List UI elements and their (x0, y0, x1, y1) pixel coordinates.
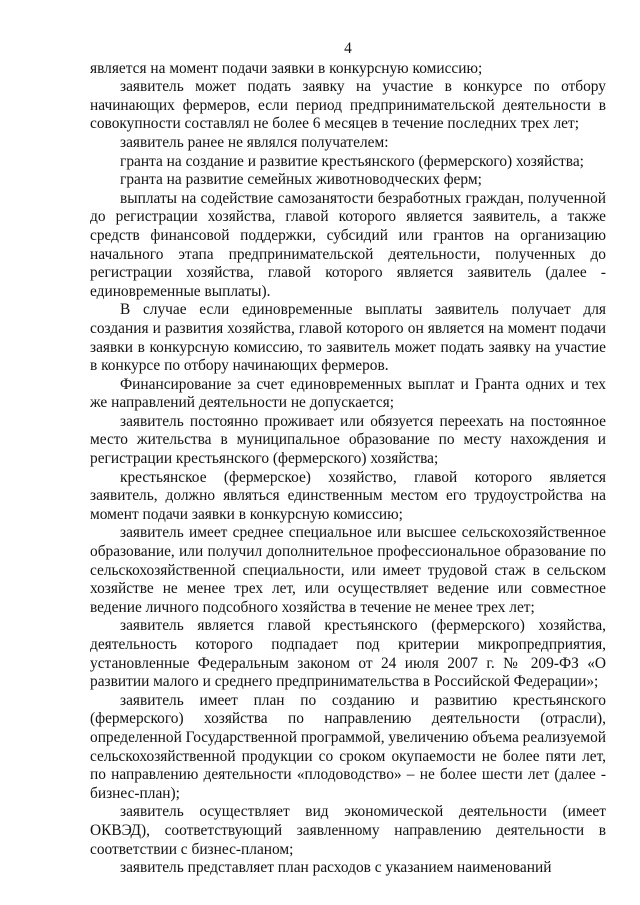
paragraph-financing: Финансирование за счет единовременных выплат и Гранта одних и тех же направлений деятельности не допускается; (90, 375, 606, 412)
paragraph-lump-sum-case: В случае если единовременные выплаты заявитель получает для создания и развития хозяйства, главой которого он является на момент подачи заявки в конкурсную комиссию, то заявитель может подать заявку на участие в конкурсе по отбору начинающих фермеров. (90, 301, 606, 375)
paragraph-expense-plan: заявитель представляет план расходов с указанием наименований (120, 859, 552, 877)
paragraph-residence: заявитель постоянно проживает или обязуется переехать на постоянное место жительства в муниципальное образование по месту нахождения и регистрации крестьянского (фермерского) хозяйства; (90, 412, 606, 468)
paragraph-business-plan: заявитель имеет план по созданию и развитию крестьянского (фермерского) хозяйства по направлению деятельности (отрасли), определенной Государственной программой, увеличению объема реализуемой сельскохозяйственной продукции со сроком окупаемости не более пяти лет, по направлению деятельности «плодоводство» – не более шести лет (далее - бизнес-план); (90, 691, 606, 802)
paragraph-grant-livestock: гранта на развитие семейных животноводческих ферм; (120, 171, 482, 189)
paragraph-employment: крестьянское (фермерское) хозяйство, главой которого является заявитель, должно являться единственным местом его трудоустройства на момент подачи заявки в конкурсную комиссию; (90, 468, 606, 523)
paragraph-micro-enterprise: заявитель является главой крестьянского (фермерского) хозяйства, деятельность которого подпадает под критерии микропредприятия, установленные Федеральным законом от 24 июля 2007 г. № 209-ФЗ «О развитии малого и среднего предпринимательства в Российской Федерации»; (90, 617, 606, 691)
page-number: 4 (344, 40, 352, 57)
paragraph-okved: заявитель осуществляет вид экономической деятельности (имеет ОКВЭД), соответствующий заявленному направлению деятельности в соответствии с бизнес-планом; (90, 803, 606, 858)
document-page (90, 40, 606, 890)
paragraph-start-up-period: заявитель может подать заявку на участие в конкурсе по отбору начинающих фермеров, если период предпринимательской деятельности в совокупности составлял не более 6 месяцев в течение последних трех лет; (90, 78, 606, 133)
paragraph-self-employment: выплаты на содействие самозанятости безработных граждан, полученной до регистрации хозяйства, главой которого является заявитель, а также средств финансовой поддержки, субсидий или грантов на организацию начального этапа предпринимательской деятельности, полученных до регистрации хозяйства, главой которого является заявитель (далее - единовременные выплаты). (90, 189, 606, 300)
paragraph-grant-farm: гранта на создание и развитие крестьянского (фермерского) хозяйства; (120, 152, 584, 170)
paragraph-continuation: является на момент подачи заявки в конкурсную комиссию; (90, 59, 483, 77)
paragraph-education: заявитель имеет среднее специальное или высшее сельскохозяйственное образование, или получил дополнительное профессиональное образование по сельскохозяйственной специальности, или имеет трудовой стаж в сельском хозяйстве не менее трех лет, или осуществляет ведение или совместное ведение личного подсобного хозяйства в течение не менее трех лет; (90, 524, 606, 616)
paragraph-not-recipient: заявитель ранее не являлся получателем: (120, 133, 389, 151)
